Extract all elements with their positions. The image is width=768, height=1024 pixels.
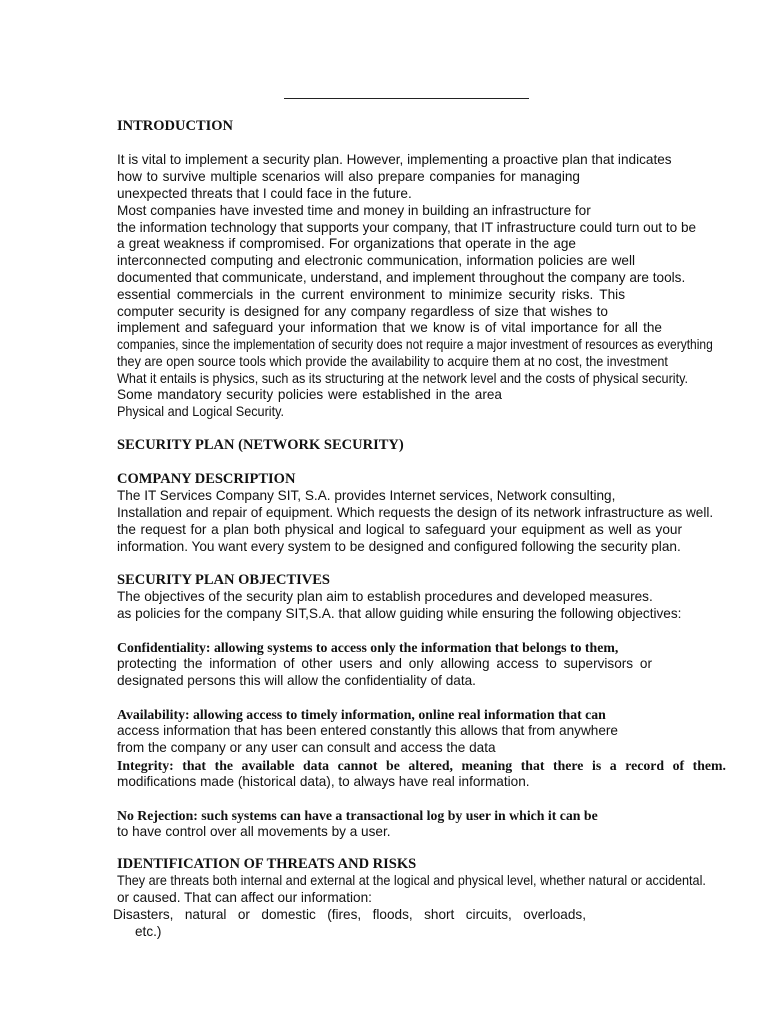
introduction-line: What it entails is physics, such as its structuring at the network level and the costs of physical security. xyxy=(117,371,689,386)
introduction-line: unexpected threats that I could face in the future. xyxy=(117,186,412,201)
confidentiality-line: designated persons this will allow the confidentiality of data. xyxy=(117,673,476,688)
confidentiality-statement: Confidentiality: allowing systems to access only the information that belongs to them, xyxy=(117,640,619,655)
company-description-line: The IT Services Company SIT, S.A. provides Internet services, Network consulting, xyxy=(117,488,616,503)
introduction-line: computer security is designed for any company regardless of size that wishes to xyxy=(117,304,608,319)
introduction-line: interconnected computing and electronic communication, information policies are well xyxy=(117,253,635,268)
threats-line: or caused. That can affect our information: xyxy=(117,890,372,905)
introduction-line: a great weakness if compromised. For organizations that operate in the age xyxy=(117,236,576,251)
company-description-line: Installation and repair of equipment. Which requests the design of its network infrastructure as well. xyxy=(117,505,714,520)
company-description-line: the request for a plan both physical and logical to safeguard your equipment as well as your xyxy=(117,522,682,537)
threats-heading: IDENTIFICATION OF THREATS AND RISKS xyxy=(117,856,417,872)
objectives-heading: SECURITY PLAN OBJECTIVES xyxy=(117,572,330,588)
threats-line: Disasters, natural or domestic (fires, floods, short circuits, overloads, xyxy=(113,907,586,922)
no-rejection-statement: No Rejection: such systems can have a transactional log by user in which it can be xyxy=(117,808,598,823)
introduction-line: essential commercials in the current environment to minimize security risks. This xyxy=(117,287,625,302)
no-rejection-line: to have control over all movements by a user. xyxy=(117,824,391,839)
introduction-line: companies, since the implementation of security does not require a major investment of resources as everything xyxy=(117,337,713,352)
introduction-line: how to survive multiple scenarios will also prepare companies for managing xyxy=(117,169,580,184)
availability-line: from the company or any user can consult and access the data xyxy=(117,740,496,755)
threats-line: They are threats both internal and external at the logical and physical level, whether natural or accidental. xyxy=(117,873,706,888)
introduction-line: Most companies have invested time and money in building an infrastructure for xyxy=(117,203,591,218)
objectives-line: The objectives of the security plan aim to establish procedures and developed measures. xyxy=(117,589,653,604)
objectives-line: as policies for the company SIT,S.A. that allow guiding while ensuring the following objectives: xyxy=(117,606,682,621)
document-title xyxy=(284,80,529,99)
introduction-line: the information technology that supports your company, that IT infrastructure could turn out to be xyxy=(117,220,697,235)
security-plan-heading: SECURITY PLAN (NETWORK SECURITY) xyxy=(117,437,404,453)
availability-line: access information that has been entered constantly this allows that from anywhere xyxy=(117,723,618,738)
availability-statement: Availability: allowing access to timely information, online real information that can xyxy=(117,707,606,722)
confidentiality-line: protecting the information of other users and only allowing access to supervisors or xyxy=(117,656,652,671)
introduction-line: documented that communicate, understand, and implement throughout the company are tools. xyxy=(117,270,686,285)
company-description-line: information. You want every system to be designed and configured following the security plan. xyxy=(117,539,681,554)
integrity-statement: Integrity: that the available data cannot be altered, meaning that there is a record of them. xyxy=(117,758,726,773)
introduction-line: implement and safeguard your information that we know is of vital importance for all the xyxy=(117,320,662,335)
introduction-line: Some mandatory security policies were established in the area xyxy=(117,387,502,402)
introduction-line: Physical and Logical Security. xyxy=(117,404,285,419)
company-description-heading: COMPANY DESCRIPTION xyxy=(117,471,296,487)
integrity-line: modifications made (historical data), to always have real information. xyxy=(117,774,530,789)
introduction-heading: INTRODUCTION xyxy=(117,118,234,134)
introduction-line: It is vital to implement a security plan. However, implementing a proactive plan that indicates xyxy=(117,152,672,167)
introduction-line: they are open source tools which provide the availability to acquire them at no cost, the investment xyxy=(117,354,668,369)
threats-line: etc.) xyxy=(135,924,162,939)
